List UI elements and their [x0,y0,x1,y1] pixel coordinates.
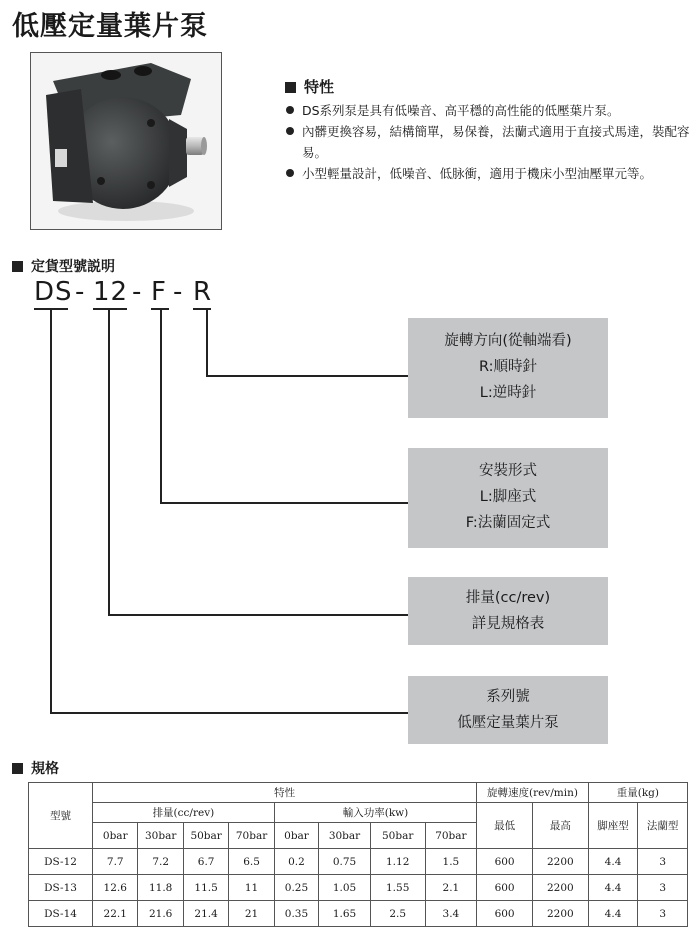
code-dash: - [173,277,184,307]
leader-line-series [50,309,52,713]
spec-heading: 規格 [12,758,59,778]
header-pressure: 0bar [274,823,318,849]
displacement-box: 排量(cc/rev) 詳見規格表 [408,577,608,645]
features-heading: 特性 [285,76,334,97]
leader-line-rotation [206,309,208,376]
header-speed-min: 最低 [477,803,533,849]
table-row: DS-12 7.7 7.2 6.7 6.5 0.2 0.75 1.12 1.5 600 2200 4.4 3 [29,849,688,875]
features-list [285,100,695,184]
header-pressure: 30bar [319,823,371,849]
code-dash: - [75,277,86,307]
header-speed-max: 最高 [532,803,588,849]
leader-line-displacement [108,309,110,615]
table-row: DS-14 22.1 21.6 21.4 21 0.35 1.65 2.5 3.4 600 2200 4.4 3 [29,901,688,927]
bullet-icon [286,169,294,177]
header-pressure: 70bar [229,823,274,849]
header-pressure: 70bar [425,823,477,849]
header-weight: 重量(kg) [588,783,687,803]
square-bullet-icon [12,763,23,774]
code-displacement: 12 [93,277,129,307]
leader-line-displacement-h [108,614,408,616]
code-underline [93,308,127,310]
leader-line-series-h [50,712,408,714]
page-title: 低壓定量葉片泵 [12,11,208,42]
code-series: DS [34,277,73,307]
mounting-box: 安裝形式 L:脚座式 F:法蘭固定式 [408,448,608,548]
header-characteristics: 特性 [93,783,477,803]
header-pressure: 50bar [370,823,425,849]
ordering-heading: 定貨型號説明 [12,256,115,276]
feature-item: 內髒更換容易，結構簡單，易保養，法蘭式適用于直接式馬達，裝配容易。 [285,121,695,163]
spec-table [28,782,688,927]
bullet-icon [286,127,294,135]
vane-pump-image [31,53,221,229]
header-model: 型號 [29,783,93,849]
header-weight-flange: 法蘭型 [638,803,688,849]
table-row: DS-13 12.6 11.8 11.5 11 0.25 1.05 1.55 2.1 600 2200 4.4 3 [29,875,688,901]
leader-line-rotation-h [206,375,408,377]
header-speed: 旋轉速度(rev/min) [477,783,589,803]
series-box: 系列號 低壓定量葉片泵 [408,676,608,744]
feature-item: DS系列泵是具有低噪音、高平穩的高性能的低壓葉片泵。 [285,100,695,121]
code-dash: - [132,277,143,307]
table-header-row [29,783,688,803]
header-pressure: 50bar [183,823,228,849]
header-weight-foot: 脚座型 [588,803,638,849]
header-displacement: 排量(cc/rev) [93,803,275,823]
header-pressure: 30bar [138,823,183,849]
leader-line-mounting-h [160,502,408,504]
header-pressure: 0bar [93,823,138,849]
product-photo [30,52,222,230]
square-bullet-icon [12,261,23,272]
square-bullet-icon [285,82,296,93]
rotation-box: 旋轉方向(從軸端看) R:順時針 L:逆時針 [408,318,608,418]
header-input-power: 輸入功率(kw) [274,803,476,823]
bullet-icon [286,106,294,114]
code-rotation: R [193,277,213,307]
table-header-row [29,803,688,823]
code-underline [193,308,211,310]
leader-line-mounting [160,309,162,503]
feature-item: 小型輕量設計，低噪音、低脉衝，適用于機床小型油壓單元等。 [285,163,695,184]
code-mounting: F [151,277,167,307]
